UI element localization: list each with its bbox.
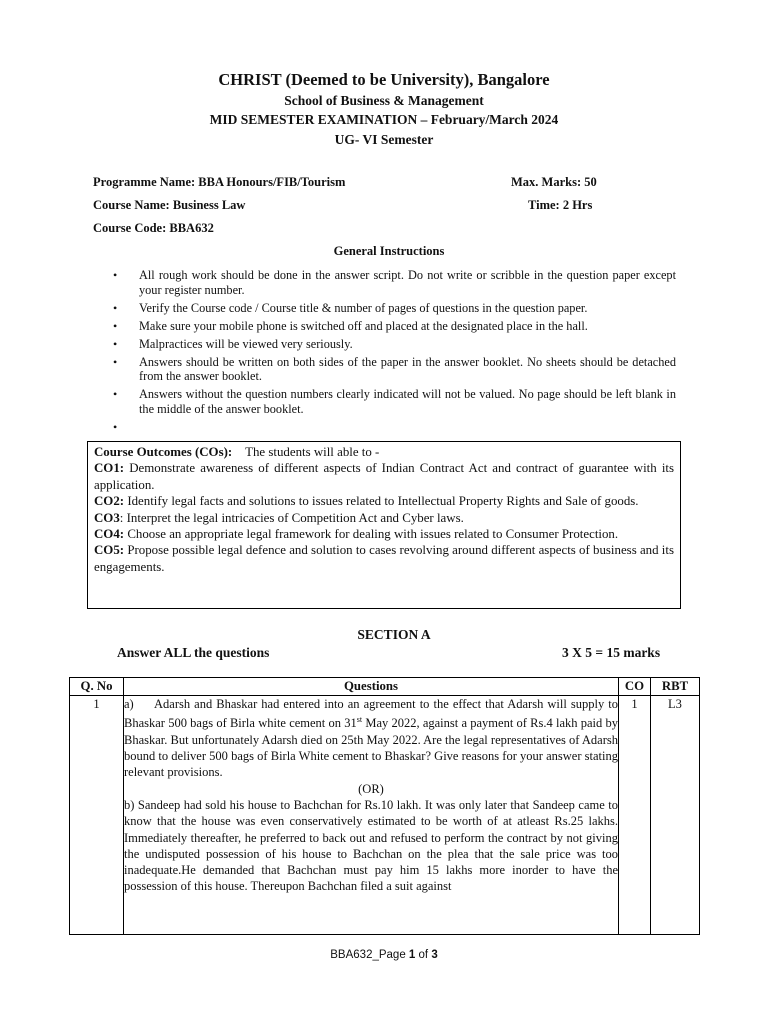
question-part-a — [124, 696, 618, 781]
part-a-superscript: st — [356, 715, 363, 725]
section-instruction: Answer ALL the questions — [117, 645, 270, 660]
bullet-icon: • — [113, 318, 118, 333]
bullet-icon: • — [113, 387, 118, 401]
instruction-text: Make sure your mobile phone is switched off and placed at the designated place in the hall. — [139, 318, 588, 333]
instruction-text: Answers without the question numbers clearly indicated will not be valued. No page should be left blank in the middle of the answer booklet. — [139, 387, 676, 416]
course-code: Course Code: BBA632 — [93, 221, 214, 235]
co-text: : Interpret the legal intricacies of Competition Act and Cyber laws. — [119, 510, 464, 525]
footer-total-pages: 3 — [431, 949, 438, 961]
co-heading-line — [94, 444, 674, 460]
university-title: CHRIST (Deemed to be University), Bangalore — [218, 70, 550, 89]
semester-label: UG- VI Semester — [334, 132, 434, 147]
instruction-item — [93, 420, 676, 434]
co-item — [94, 542, 674, 575]
table-row — [70, 696, 700, 935]
co-item — [94, 510, 674, 526]
instruction-item — [93, 387, 676, 416]
bullet-icon: • — [113, 300, 118, 315]
instruction-item — [93, 337, 676, 352]
question-part-b: b) Sandeep had sold his house to Bachchan for Rs.10 lakh. It was only later that Sandeep came to know that the house was even conservatively estimated to be worth of at atleast Rs.25 lakhs. Immediately thereafter, he preferred to back out and refused to perform the contract by not giving the undisputed possession of his house to Bachchan on the plea that the sale price was too inadequate.He demanded that Bachchan must pay him 15 lakhs more inorder to have the possession of this house. Thereupon Bachchan filed a suit against — [124, 797, 618, 894]
footer-prefix: BBA632_Page — [330, 949, 409, 961]
header-questions: Questions — [124, 678, 619, 696]
co-text: Identify legal facts and solutions to issues related to Intellectual Property Rights and Sale of goods. — [127, 494, 639, 509]
bullet-icon: • — [113, 336, 118, 351]
school-name: School of Business & Management — [284, 93, 484, 108]
footer-of: of — [415, 949, 432, 961]
exam-time: Time: 2 Hrs — [528, 198, 593, 212]
bullet-icon: • — [113, 354, 118, 369]
instruction-text: Answers should be written on both sides of the paper in the answer booklet. No sheets should be detached from the answer booklet. — [139, 354, 676, 383]
instruction-text: All rough work should be done in the answer script. Do not write or scribble in the question paper except your register number. — [139, 268, 676, 297]
exam-title: MID SEMESTER EXAMINATION – February/March 2024 — [209, 112, 559, 127]
table-header-row — [70, 678, 700, 696]
co-intro: The students will able to - — [245, 445, 380, 459]
page-footer — [0, 949, 768, 961]
header-qno: Q. No — [70, 678, 124, 696]
course-outcome-cell: 1 — [619, 696, 651, 935]
part-a-label: a) — [124, 697, 134, 711]
co-text: Propose possible legal defence and solution to cases revolving around different aspects of business and its engagements. — [94, 543, 674, 574]
co-code: CO5: — [94, 543, 125, 558]
instruction-text: Malpractices will be viewed very seriously. — [139, 336, 353, 351]
header-co: CO — [619, 678, 651, 696]
co-item — [94, 493, 674, 509]
co-item — [94, 460, 674, 493]
header-rbt: RBT — [651, 678, 700, 696]
part-a-text-start: Adarsh and Bhaskar had entered into an agreement to the effect that Adarsh will supply to Bhaskar 500 bags of Birla white cement on 31 — [124, 697, 618, 731]
bullet-icon: • — [113, 268, 118, 282]
general-instructions-title: General Instructions — [333, 244, 445, 258]
instruction-item — [93, 319, 676, 334]
programme-name: Programme Name: BBA Honours/FIB/Tourism — [93, 175, 346, 189]
questions-table — [69, 677, 700, 935]
bullet-icon: • — [113, 419, 118, 434]
co-text: Choose an appropriate legal framework for dealing with issues related to Consumer Protection. — [127, 527, 619, 542]
course-name: Course Name: Business Law — [93, 198, 246, 212]
instruction-text: Verify the Course code / Course title & number of pages of questions in the question paper. — [139, 300, 588, 315]
instruction-item — [93, 355, 676, 384]
co-item — [94, 526, 674, 542]
section-marks: 3 X 5 = 15 marks — [562, 645, 661, 660]
question-text — [124, 696, 619, 935]
or-separator: (OR) — [358, 781, 384, 796]
co-text: Demonstrate awareness of different aspects of Indian Contract Act and contract of guarantee with its application. — [94, 461, 674, 492]
co-code: CO1: — [94, 461, 125, 476]
max-marks: Max. Marks: 50 — [511, 175, 597, 189]
co-code: CO2: — [94, 494, 125, 509]
question-number: 1 — [70, 696, 124, 935]
rbt-level-cell: L3 — [651, 696, 700, 935]
co-code: CO3 — [94, 510, 120, 525]
course-outcomes-box — [87, 441, 681, 609]
part-a-text-end: May 2022, against a payment of Rs.4 lakh paid by Bhaskar. But unfortunately Adarsh died on 25th May 2022. Are the legal representatives of Adarsh bound to deliver 500 bags of Birla White cement to Bhaskar? Give reasons for your answer stating relevant provisions. — [124, 716, 618, 780]
instruction-item — [93, 301, 676, 316]
co-heading: Course Outcomes (COs): — [94, 445, 233, 459]
instructions-list — [93, 268, 676, 437]
section-title: SECTION A — [357, 627, 431, 642]
footer-page-number: 1 — [408, 949, 416, 961]
co-code: CO4: — [94, 527, 125, 542]
instruction-item — [93, 268, 676, 297]
